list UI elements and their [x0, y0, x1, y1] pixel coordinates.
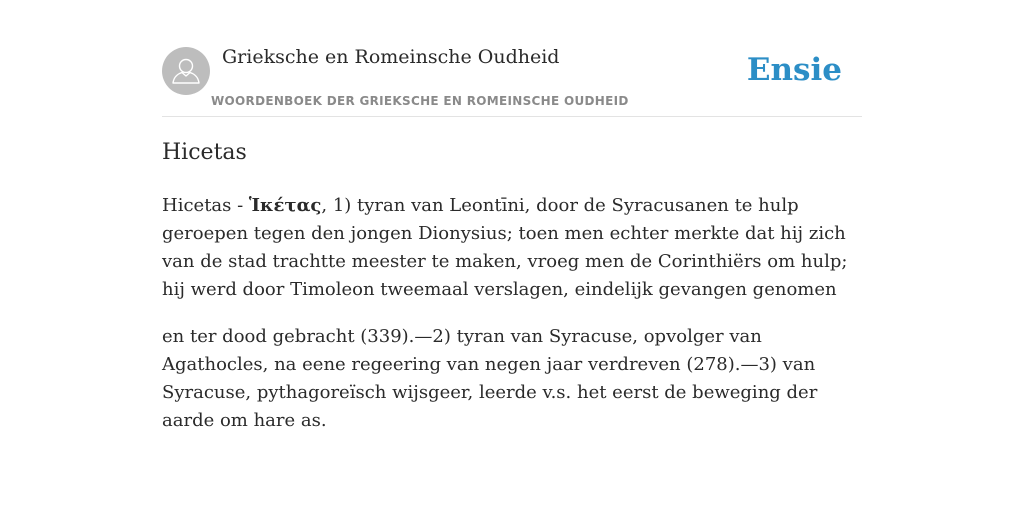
source-subtitle: WOORDENBOEK DER GRIEKSCHE EN ROMEINSCHE OUDHEID [211, 94, 629, 108]
entry-title: Hicetas [162, 140, 247, 165]
header [162, 46, 862, 117]
avatar[interactable] [162, 47, 210, 95]
source-title[interactable]: Grieksche en Romeinsche Oudheid [222, 46, 560, 68]
entry-body [162, 192, 862, 454]
entry-paragraph [162, 192, 862, 304]
entry-paragraph: en ter dood gebracht (339).—2) tyran van Syracuse, opvolger van Agathocles, na eene regeering van negen jaar verdreven (278).—3) van Syracuse, pythagoreïsch wijsgeer, leerde v.s. het eerst de beweging der aarde om hare as. [162, 326, 818, 431]
brand-logo-link[interactable]: Ensie [746, 52, 842, 88]
user-outline-icon [162, 47, 210, 95]
entry-text: , 1) tyran van Leontīni, door de Syracusanen te hulp geroepen tegen den jongen Dionysius; toen men echter merkte dat hij zich van de stad trachtte meester te maken, vroeg men de Corinthiërs om hulp; hij werd door Timoleon tweemaal verslagen, eindelijk gevangen genomen [162, 195, 848, 300]
greek-term: Ἱκέτας [248, 195, 322, 216]
entry-lead: Hicetas - [162, 195, 249, 216]
